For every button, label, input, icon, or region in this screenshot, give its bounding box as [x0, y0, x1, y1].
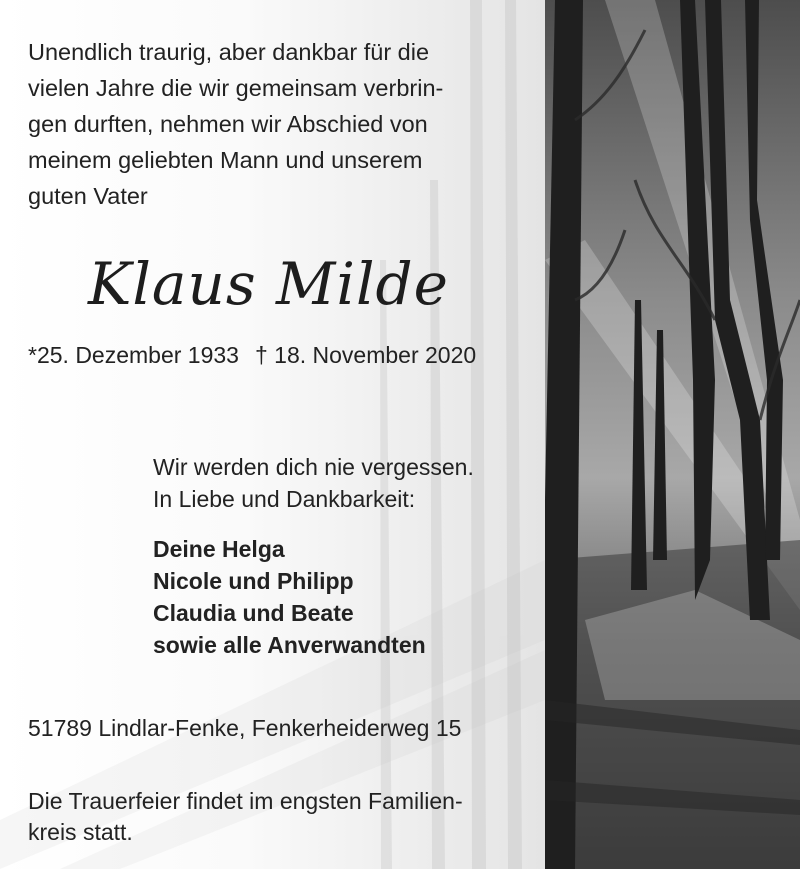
mourner-name: Claudia und Beate	[153, 600, 354, 626]
intro-line: Unendlich traurig, aber dankbar für die	[28, 39, 430, 65]
address-line: 51789 Lindlar-Fenke, Fenkerheiderweg 15	[28, 715, 462, 741]
funeral-info	[28, 786, 528, 848]
mourner-name: Nicole und Philipp	[153, 568, 354, 594]
intro-line: guten Vater	[28, 183, 148, 209]
farewell-line: Wir werden dich nie vergessen.	[153, 454, 474, 480]
mourner-name: sowie alle Anverwandten	[153, 632, 426, 658]
life-dates	[28, 342, 476, 369]
forest-photo	[545, 0, 800, 869]
funeral-line: Die Trauerfeier findet im engsten Familien-	[28, 788, 463, 814]
intro-text	[28, 34, 521, 214]
death-date: † 18. November 2020	[254, 342, 477, 368]
farewell-text	[153, 451, 474, 515]
intro-line: gen durften, nehmen wir Abschied von	[28, 111, 428, 137]
intro-line: meinem geliebten Mann und unserem	[28, 147, 423, 173]
farewell-line: In Liebe und Dankbarkeit:	[153, 486, 416, 512]
birth-date: *25. Dezember 1933	[28, 342, 239, 368]
mourners-list	[153, 533, 426, 661]
mourner-name: Deine Helga	[153, 536, 285, 562]
funeral-line: kreis statt.	[28, 819, 133, 845]
deceased-name: Klaus Milde	[88, 250, 449, 318]
intro-line: vielen Jahre die wir gemeinsam verbrin-	[28, 75, 444, 101]
